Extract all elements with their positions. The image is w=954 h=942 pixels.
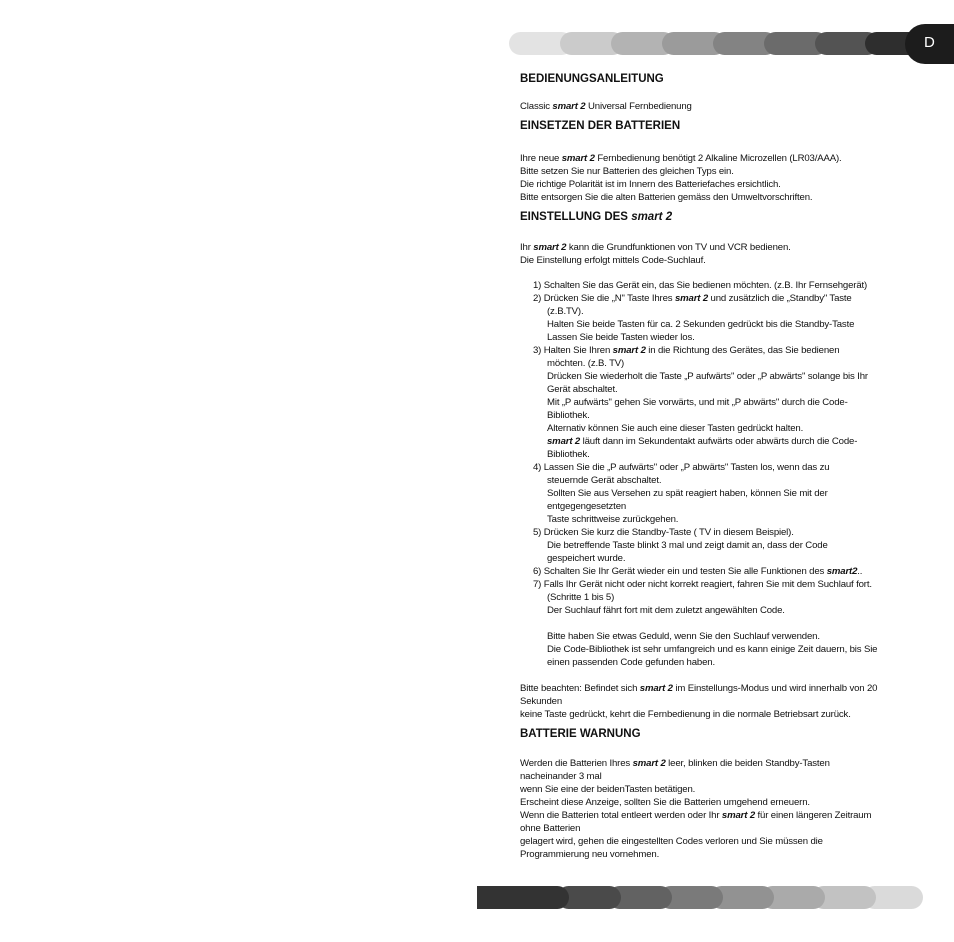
step-line: Gerät abschaltet.	[547, 384, 618, 395]
paragraph-line: Bitte setzen Sie nur Batterien des gleichen Typs ein.	[520, 166, 734, 177]
note-line: Bitte haben Sie etwas Geduld, wenn Sie den Suchlauf verwenden.	[547, 631, 820, 642]
step-line: entgegengesetzten	[547, 501, 627, 512]
brand-name: smart 2	[721, 810, 756, 821]
footer-segment	[477, 886, 569, 909]
step-line: 4) Lassen Sie die „P aufwärts" oder „P abwärts" Tasten los, wenn das zu	[533, 462, 830, 473]
section-title: BEDIENUNGSANLEITUNG	[520, 73, 664, 85]
paragraph-line	[520, 152, 914, 165]
text: Classic	[520, 101, 553, 112]
step-line: Bibliothek.	[547, 410, 590, 421]
step-line: 1) Schalten Sie das Gerät ein, das Sie bedienen möchten. (z.B. Ihr Fernsehgerät)	[533, 280, 868, 291]
paragraph-line	[520, 241, 914, 254]
paragraph-line: nacheinander 3 mal	[520, 771, 602, 782]
section-title	[520, 210, 914, 224]
paragraph-line	[520, 757, 914, 770]
text: kann die Grundfunktionen von TV und VCR bedienen.	[566, 242, 791, 253]
brand-name: smart 2	[552, 101, 586, 112]
text: Ihre neue	[520, 153, 562, 164]
brand-name: smart 2	[631, 211, 673, 223]
header-gradient-bar	[509, 32, 954, 55]
language-label: D	[924, 34, 935, 51]
step-line: 7) Falls Ihr Gerät nicht oder nicht korrekt reagiert, fahren Sie mit dem Suchlauf fort.	[533, 579, 872, 590]
step-line	[520, 292, 914, 305]
step-line: Bibliothek.	[547, 449, 590, 460]
step-line	[520, 565, 914, 578]
notice-line: Sekunden	[520, 696, 563, 707]
manual-content	[520, 72, 914, 861]
step-line: Halten Sie beide Tasten für ca. 2 Sekunden gedrückt bis die Standby-Taste	[547, 319, 855, 330]
paragraph-line: Bitte entsorgen Sie die alten Batterien gemäss den Umweltvorschriften.	[520, 192, 813, 203]
footer-gradient-bar	[477, 886, 923, 909]
section-title: BATTERIE WARNUNG	[520, 728, 641, 740]
text: Werden die Batterien Ihres	[520, 758, 633, 769]
step-line: gespeichert wurde.	[547, 553, 626, 564]
text: Bitte beachten: Befindet sich	[520, 683, 640, 694]
step-line: Der Suchlauf fährt fort mit dem zuletzt angewählten Code.	[547, 605, 785, 616]
brand-name: smart 2	[533, 242, 567, 253]
brand-name: smart 2	[674, 293, 709, 304]
brand-name: smart 2	[632, 758, 666, 769]
text: und zusätzlich die „Standby" Taste	[708, 293, 852, 304]
text: Fernbedienung benötigt 2 Alkaline Microzellen (LR03/AAA).	[594, 153, 842, 164]
text: ..	[857, 566, 863, 577]
paragraph-line: ohne Batterien	[520, 823, 581, 834]
step-line: (z.B.TV).	[547, 306, 584, 317]
text: 6) Schalten Sie Ihr Gerät wieder ein und testen Sie alle Funktionen des	[533, 566, 827, 577]
step-line: Sollten Sie aus Versehen zu spät reagiert haben, können Sie mit der	[547, 488, 828, 499]
text: Ihr	[520, 242, 534, 253]
paragraph	[520, 100, 914, 113]
step-line: 5) Drücken Sie kurz die Standby-Taste ( TV in diesem Beispiel).	[533, 527, 794, 538]
text: 2) Drücken Sie die „N" Taste Ihres	[533, 293, 675, 304]
text: Wenn die Batterien total entleert werden oder Ihr	[520, 810, 722, 821]
paragraph-line: gelagert wird, gehen die eingestellten Codes verloren und Sie müssen die	[520, 836, 823, 847]
text: in die Richtung des Gerätes, das Sie bedienen	[645, 345, 840, 356]
brand-name: smart 2	[561, 153, 595, 164]
step-line: Mit „P aufwärts" gehen Sie vorwärts, und mit „P abwärts" durch die Code-	[547, 397, 848, 408]
text: Universal Fernbedienung	[585, 101, 692, 112]
brand-name: smart 2	[547, 436, 581, 447]
step-line: Lassen Sie beide Tasten wieder los.	[547, 332, 695, 343]
text: leer, blinken die beiden Standby-Tasten	[665, 758, 830, 769]
step-line: steuernde Gerät abschaltet.	[547, 475, 662, 486]
notice-line: keine Taste gedrückt, kehrt die Fernbedienung in die normale Betriebsart zurück.	[520, 709, 851, 720]
paragraph-line: Programmierung neu vornehmen.	[520, 849, 660, 860]
note-line: Die Code-Bibliothek ist sehr umfangreich und es kann einige Zeit dauern, bis Sie	[547, 644, 878, 655]
paragraph-line: wenn Sie eine der beidenTasten betätigen.	[520, 784, 696, 795]
step-line	[520, 344, 914, 357]
paragraph-line: Die richtige Polarität ist im Innern des Batteriefaches ersichtlich.	[520, 179, 781, 190]
paragraph-line: Erscheint diese Anzeige, sollten Sie die Batterien umgehend erneuern.	[520, 797, 810, 808]
step-line	[520, 435, 914, 448]
text: im Einstellungs-Modus und wird innerhalb von 20	[672, 683, 878, 694]
step-line: Taste schrittweise zurückgehen.	[547, 514, 679, 525]
step-line: Die betreffende Taste blinkt 3 mal und zeigt damit an, dass der Code	[547, 540, 828, 551]
paragraph-line: Die Einstellung erfolgt mittels Code-Suchlauf.	[520, 255, 706, 266]
step-line: Alternativ können Sie auch eine dieser Tasten gedrückt halten.	[547, 423, 804, 434]
brand-name: smart 2	[612, 345, 646, 356]
note-line: einen passenden Code gefunden haben.	[547, 657, 715, 668]
step-line: (Schritte 1 bis 5)	[547, 592, 615, 603]
brand-name: smart2	[826, 566, 858, 577]
text: für einen längeren Zeitraum	[755, 810, 872, 821]
brand-name: smart 2	[639, 683, 673, 694]
text: 3) Halten Sie Ihren	[533, 345, 613, 356]
notice-line	[520, 682, 914, 695]
section-title: EINSETZEN DER BATTERIEN	[520, 120, 681, 132]
language-tab	[905, 24, 954, 64]
step-line: möchten. (z.B. TV)	[547, 358, 625, 369]
text: läuft dann im Sekundentakt aufwärts oder abwärts durch die Code-	[580, 436, 858, 447]
text: EINSTELLUNG DES	[520, 211, 632, 223]
paragraph-line	[520, 809, 914, 822]
step-line: Drücken Sie wiederholt die Taste „P aufwärts" oder „P abwärts" solange bis Ihr	[547, 371, 868, 382]
